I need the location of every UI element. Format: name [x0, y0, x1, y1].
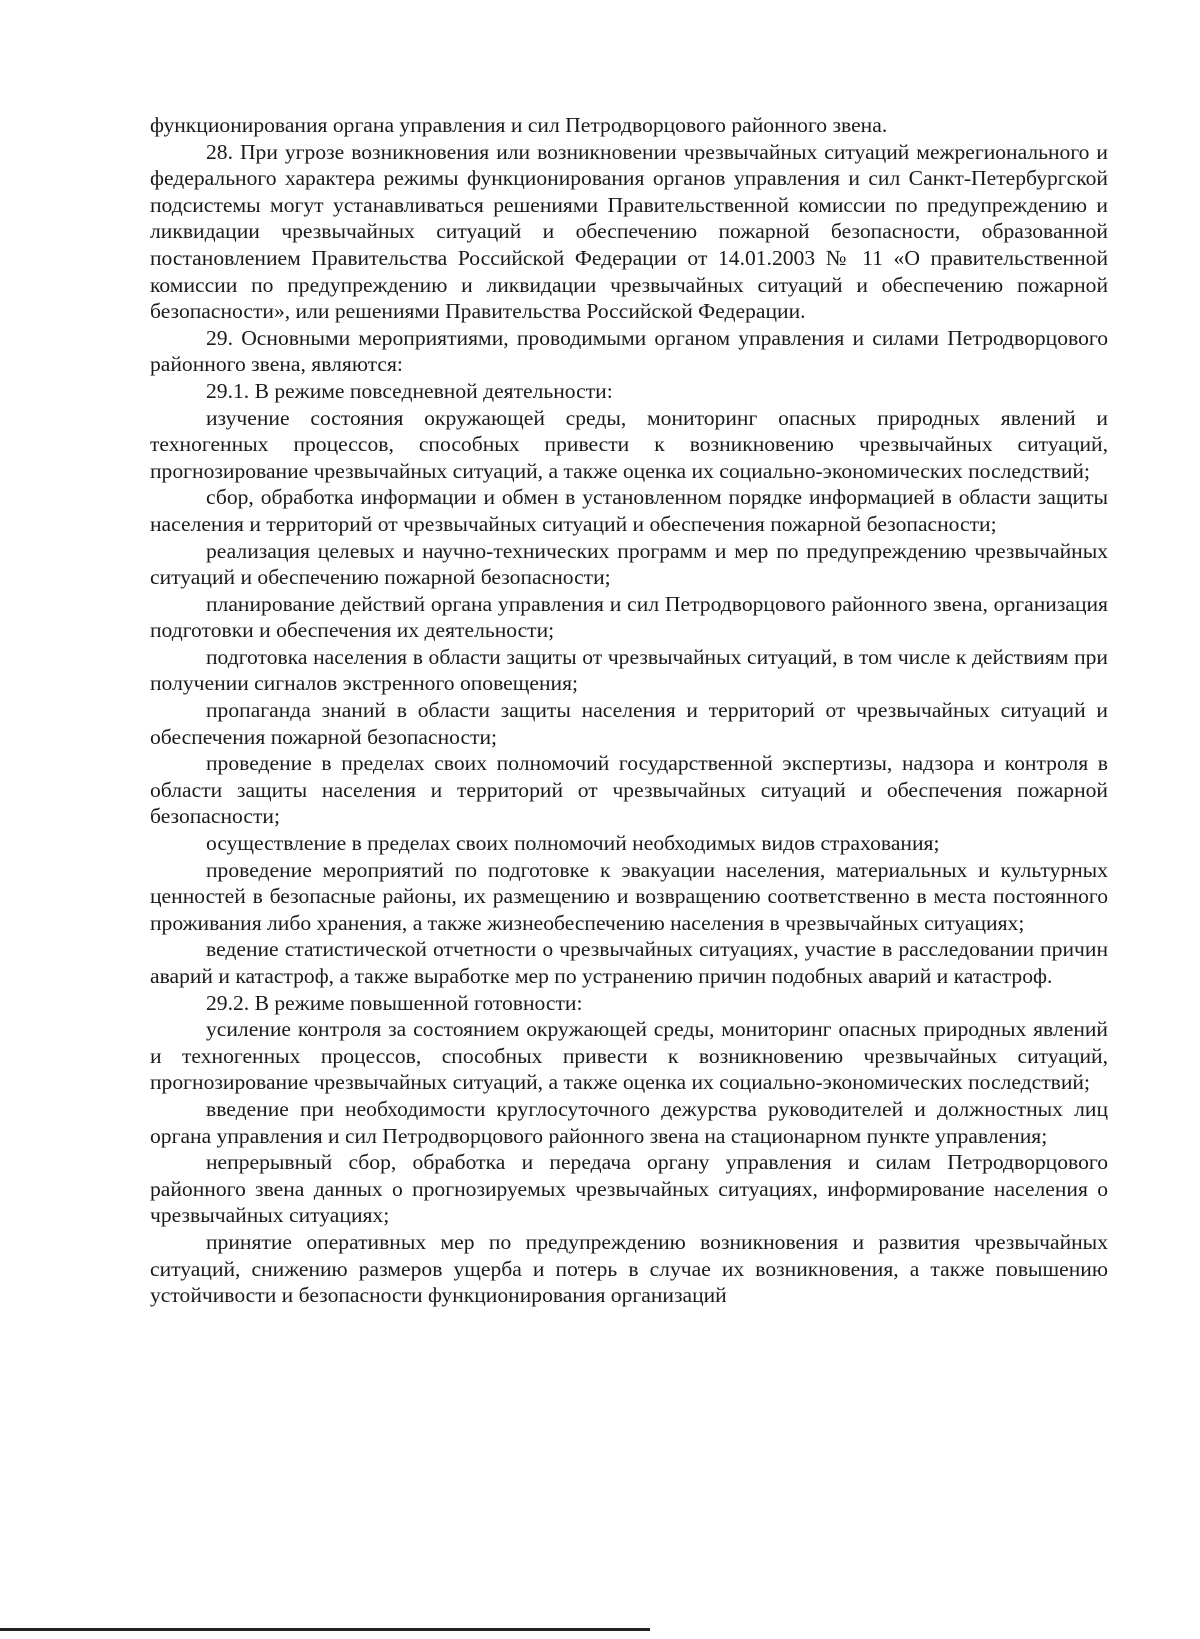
list-item: непрерывный сбор, обработка и передача органу управления и силам Петродворцового районного звена данных о прогнозируемых чрезвычайных ситуациях, информирование населения о чрезвычайных ситуациях; [150, 1150, 1108, 1228]
list-item: осуществление в пределах своих полномочий необходимых видов страхования; [206, 831, 940, 856]
list-item: проведение в пределах своих полномочий государственной экспертизы, надзора и контроля в области защиты населения и территорий от чрезвычайных ситуаций и обеспечения пожарной безопасности; [150, 751, 1108, 829]
list-item: проведение мероприятий по подготовке к эвакуации населения, материальных и культурных ценностей в безопасные районы, их размещению и возвращению соответственно в места постоянного проживания либо хранения, а также жизнеобеспечению населения в чрезвычайных ситуациях; [150, 857, 1108, 935]
list-item: пропаганда знаний в области защиты населения и территорий от чрезвычайных ситуаций и обеспечения пожарной безопасности; [150, 698, 1108, 749]
list-item: введение при необходимости круглосуточного дежурства руководителей и должностных лиц органа управления и сил Петродворцового районного звена на стационарном пункте управления; [150, 1096, 1108, 1148]
paragraph-item-28: 28. При угрозе возникновения или возникновении чрезвычайных ситуаций межрегионального и федерального характера режимы функционирования органов управления и сил Санкт-Петербургской подсистемы могут устанавливаться решениями Правительственной комиссии по предупреждению и ликвидации чрезвычайных ситуаций и обеспечению пожарной безопасности, образованной постановлением Правительства Российской Федерации от 14.01.2003 № 11 «О правительственной комиссии по предупреждению и ликвидации чрезвычайных ситуаций и обеспечению пожарной безопасности», или решениями Правительства Российской Федерации. [150, 139, 1108, 324]
list-item: реализация целевых и научно-технических программ и мер по предупреждению чрезвычайных ситуаций и обеспечению пожарной безопасности; [150, 538, 1108, 590]
document-page [150, 112, 1108, 1309]
list-item: изучение состояния окружающей среды, мониторинг опасных природных явлений и техногенных процессов, способных привести к возникновению чрезвычайных ситуаций, прогнозирование чрезвычайных ситуаций, а также оценка их социально-экономических последствий; [150, 405, 1108, 483]
subheading-29-2: 29.2. В режиме повышенной готовности: [206, 990, 583, 1015]
list-item: планирование действий органа управления и сил Петродворцового районного звена, организация подготовки и обеспечения их деятельности; [150, 591, 1108, 643]
list-item: усиление контроля за состоянием окружающей среды, мониторинг опасных природных явлений и техногенных процессов, способных привести к возникновению чрезвычайных ситуаций, прогнозирование чрезвычайных ситуаций, а также оценка их социально-экономических последствий; [150, 1017, 1108, 1095]
scan-edge-line [0, 1628, 650, 1631]
paragraph-item-29: 29. Основными мероприятиями, проводимыми органом управления и силами Петродворцового районного звена, являются: [150, 325, 1108, 377]
list-item: принятие оперативных мер по предупреждению возникновения и развития чрезвычайных ситуаций, снижению размеров ущерба и потерь в случае их возникновения, а также повышению устойчивости и безопасности функционирования организаций [150, 1229, 1108, 1308]
list-item: подготовка населения в области защиты от чрезвычайных ситуаций, в том числе к действиям при получении сигналов экстренного оповещения; [150, 644, 1108, 696]
subheading-29-1: 29.1. В режиме повседневной деятельности: [206, 378, 613, 403]
paragraph-continuation: функционирования органа управления и сил Петродворцового районного звена. [150, 113, 888, 137]
list-item: сбор, обработка информации и обмен в установленном порядке информацией в области защиты населения и территорий от чрезвычайных ситуаций и обеспечения пожарной безопасности; [150, 485, 1108, 536]
list-item: ведение статистической отчетности о чрезвычайных ситуациях, участие в расследовании причин аварий и катастроф, а также выработке мер по устранению причин подобных аварий и катастроф. [150, 937, 1108, 988]
